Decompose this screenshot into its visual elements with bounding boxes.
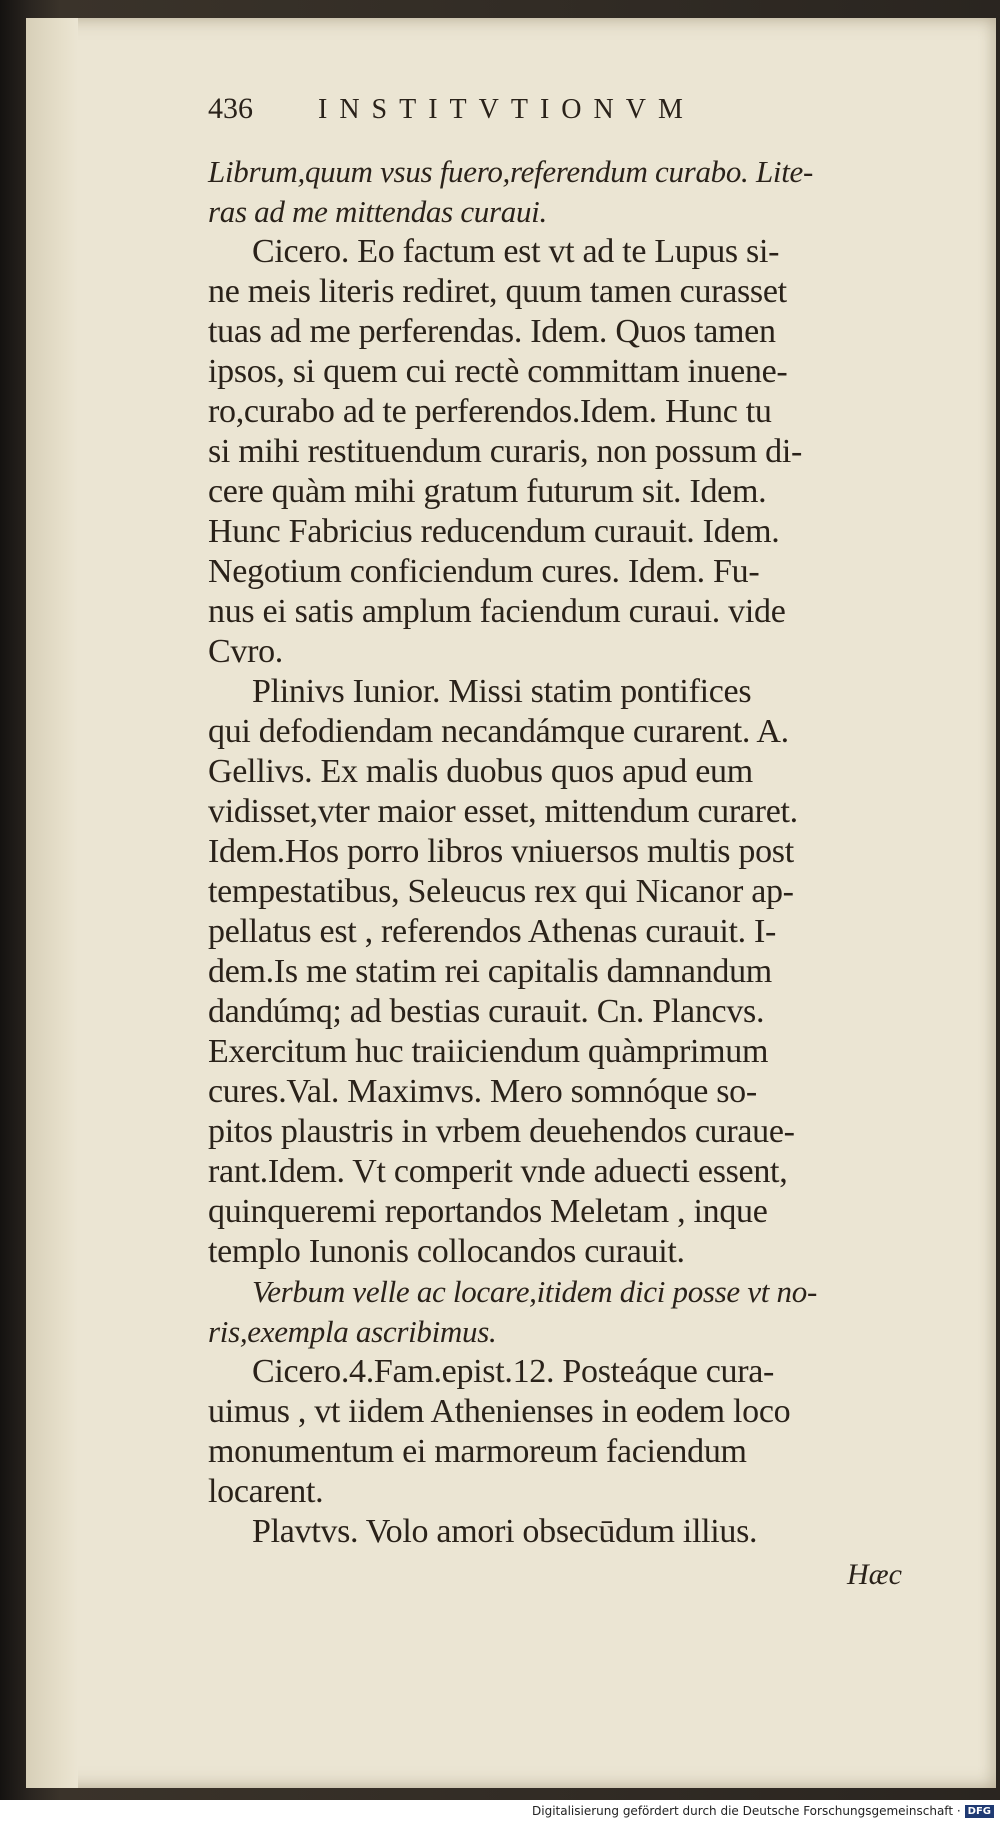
text-line: templo Iunonis collocandos curauit. bbox=[208, 1233, 685, 1270]
text-line: Hunc Fabricius reducendum curauit. Idem. bbox=[208, 513, 780, 550]
text-line: Cicero. Eo factum est vt ad te Lupus si- bbox=[252, 233, 780, 270]
running-head bbox=[208, 92, 908, 152]
text-line: ipsos, si quem cui rectè committam inuene- bbox=[208, 353, 788, 390]
text-line: ro,curabo ad te perferendos.Idem. Hunc tu bbox=[208, 393, 772, 430]
text-line: pitos plaustris in vrbem deuehendos curaue- bbox=[208, 1113, 795, 1150]
text-line: ris,exempla ascribimus. bbox=[208, 1314, 497, 1349]
page-number: 436 bbox=[208, 92, 253, 125]
text-line: locarent. bbox=[208, 1473, 324, 1510]
page-gutter-edge bbox=[26, 18, 78, 1788]
credit-text: Digitalisierung gefördert durch die Deutsche Forschungsgemeinschaft · bbox=[532, 1804, 961, 1818]
text-line: tuas ad me perferendas. Idem. Quos tamen bbox=[208, 313, 776, 350]
text-line: monumentum ei marmoreum faciendum bbox=[208, 1433, 747, 1470]
text-block bbox=[208, 92, 908, 1592]
text-line: cures.Val. Maximvs. Mero somnóque so- bbox=[208, 1073, 757, 1110]
text-line: dandúmq; ad bestias curauit. Cn. Plancvs. bbox=[208, 993, 765, 1030]
text-line: nus ei satis amplum faciendum curaui. vide bbox=[208, 593, 786, 630]
text-line: Negotium conficiendum cures. Idem. Fu- bbox=[208, 553, 760, 590]
text-line: Idem.Hos porro libros vniuersos multis post bbox=[208, 833, 794, 870]
text-line: Librum,quum vsus fuero,referendum curabo. Lite- bbox=[208, 154, 813, 189]
text-line: ras ad me mittendas curaui. bbox=[208, 194, 547, 229]
text-line: Exercitum huc traiiciendum quàmprimum bbox=[208, 1033, 769, 1070]
text-line: Plinivs Iunior. Missi statim pontifices bbox=[252, 673, 752, 710]
text-line: qui defodiendam necandámque curarent. A. bbox=[208, 713, 789, 750]
text-line: Verbum velle ac locare,itidem dici posse vt no- bbox=[252, 1274, 817, 1309]
text-line: dem.Is me statim rei capitalis damnandum bbox=[208, 953, 772, 990]
running-title: INSTITVTIONVM bbox=[318, 94, 695, 125]
text-line: tempestatibus, Seleucus rex qui Nicanor ap- bbox=[208, 873, 794, 910]
text-line: Plavtvs. Volo amori obsecūdum illius. bbox=[252, 1513, 758, 1550]
text-line: Cvro. bbox=[208, 633, 284, 670]
text-line: rant.Idem. Vt comperit vnde aduecti essent, bbox=[208, 1153, 788, 1190]
text-line: pellatus est , referendos Athenas curauit. I- bbox=[208, 913, 777, 950]
text-line: Cicero.4.Fam.epist.12. Posteáque cura- bbox=[252, 1353, 775, 1390]
text-line: vidisset,vter maior esset, mittendum curaret. bbox=[208, 793, 798, 830]
text-line: si mihi restituendum curaris, non possum di- bbox=[208, 433, 803, 470]
text-line: ne meis literis rediret, quum tamen curasset bbox=[208, 273, 787, 310]
catchword: Hæc bbox=[847, 1558, 902, 1591]
text-line: quinqueremi reportandos Meletam , inque bbox=[208, 1193, 768, 1230]
text-line: cere quàm mihi gratum futurum sit. Idem. bbox=[208, 473, 767, 510]
digitization-credit-bar bbox=[0, 1800, 1000, 1822]
dfg-logo-icon: DFG bbox=[965, 1805, 994, 1818]
text-line: uimus , vt iidem Athenienses in eodem loco bbox=[208, 1393, 791, 1430]
text-line: Gellivs. Ex malis duobus quos apud eum bbox=[208, 753, 753, 790]
